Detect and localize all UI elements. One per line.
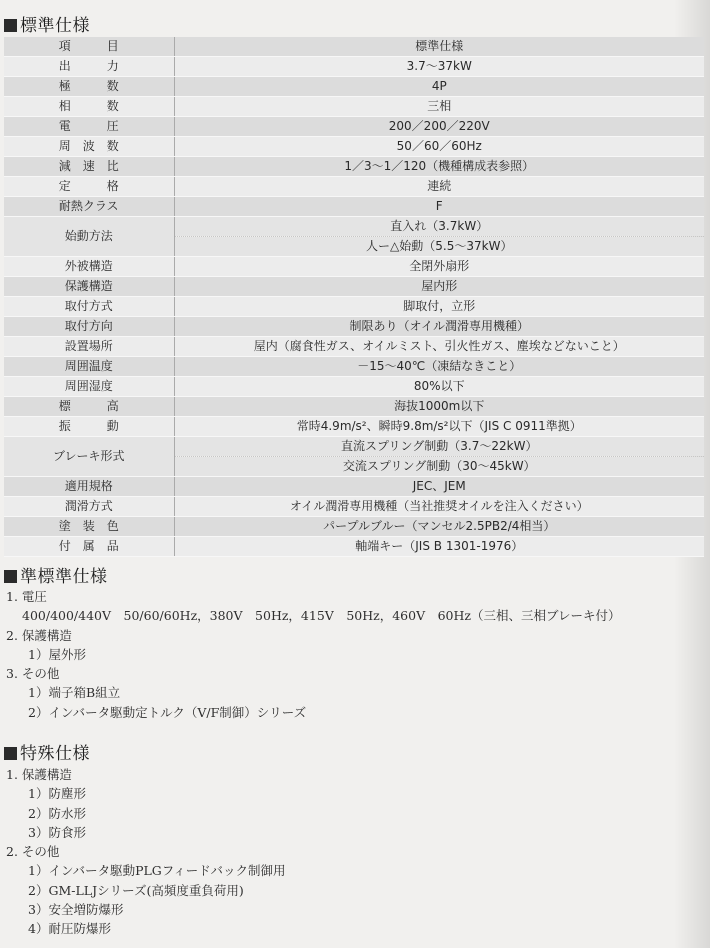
heading-text: 準標準仕様 xyxy=(20,567,108,587)
list-item: 400/400/440V 50/60/60Hz，380V 50Hz，415V 50Hz，460V 60Hz（三相、三相ブレーキ付） xyxy=(22,608,621,624)
section-heading-special xyxy=(4,739,90,764)
spec-value: 200／200／220V xyxy=(174,117,704,137)
section-heading-standard xyxy=(4,11,90,36)
spec-value: JEC、JEM xyxy=(174,477,704,497)
heading-text: 標準仕様 xyxy=(20,16,90,36)
spec-row xyxy=(4,477,704,497)
spec-label: 極 数 xyxy=(4,77,174,97)
list-item: 3. その他 xyxy=(6,666,60,682)
spec-row xyxy=(4,197,704,217)
spec-label: 相 数 xyxy=(4,97,174,117)
spec-value: 屋内（腐食性ガス、オイルミスト、引火性ガス、塵埃などないこと） xyxy=(174,337,704,357)
spec-label: 減 速 比 xyxy=(4,157,174,177)
heading-text: 特殊仕様 xyxy=(20,744,90,764)
spec-label: 振 動 xyxy=(4,417,174,437)
spec-value: 軸端キー（JIS B 1301-1976） xyxy=(174,537,704,557)
square-bullet-icon xyxy=(4,747,17,760)
spec-label: 周 波 数 xyxy=(4,137,174,157)
spec-row xyxy=(4,297,704,317)
spec-value: オイル潤滑専用機種（当社推奨オイルを注入ください） xyxy=(174,497,704,517)
spec-row xyxy=(4,157,704,177)
spec-row xyxy=(4,117,704,137)
spec-row xyxy=(4,417,704,437)
spec-row xyxy=(4,317,704,337)
spec-row xyxy=(4,497,704,517)
spec-label: 項 目 xyxy=(4,37,174,57)
spec-value: 50／60／60Hz xyxy=(174,137,704,157)
list-item: 4）耐圧防爆形 xyxy=(28,921,111,937)
spec-label: 周囲温度 xyxy=(4,357,174,377)
list-item: 1）防塵形 xyxy=(28,786,86,802)
spec-row xyxy=(4,357,704,377)
spec-label: 取付方向 xyxy=(4,317,174,337)
spec-value: 3.7～37kW xyxy=(174,57,704,77)
spec-value: 三相 xyxy=(174,97,704,117)
spec-value: F xyxy=(174,197,704,217)
spec-label: 外被構造 xyxy=(4,257,174,277)
spec-row xyxy=(4,217,704,237)
spec-row xyxy=(4,97,704,117)
spec-label: 耐熱クラス xyxy=(4,197,174,217)
spec-row xyxy=(4,377,704,397)
spec-label: 電 圧 xyxy=(4,117,174,137)
spec-label: 保護構造 xyxy=(4,277,174,297)
list-item: 3）安全増防爆形 xyxy=(28,902,124,918)
spec-row xyxy=(4,277,704,297)
spec-value: 4P xyxy=(174,77,704,97)
spec-value: 連続 xyxy=(174,177,704,197)
spec-value: 標準仕様 xyxy=(174,37,704,57)
spec-label: 塗 装 色 xyxy=(4,517,174,537)
standard-spec-table xyxy=(4,37,704,557)
spec-value: 直入れ（3.7kW） xyxy=(174,217,704,237)
list-item: 2. その他 xyxy=(6,844,60,860)
spec-value: 屋内形 xyxy=(174,277,704,297)
spec-value: －15～40℃（凍結なきこと） xyxy=(174,357,704,377)
spec-label: ブレーキ形式 xyxy=(4,437,174,477)
list-item: 2. 保護構造 xyxy=(6,627,72,643)
section-heading-semi-standard xyxy=(4,562,108,587)
spec-row xyxy=(4,257,704,277)
spec-label: 潤滑方式 xyxy=(4,497,174,517)
spec-row xyxy=(4,37,704,57)
list-item: 1）屋外形 xyxy=(28,646,86,662)
spec-value: 常時4.9m/s²、瞬時9.8m/s²以下（JIS C 0911準拠） xyxy=(174,417,704,437)
semi-standard-list xyxy=(6,587,696,722)
spec-row xyxy=(4,517,704,537)
spec-row xyxy=(4,537,704,557)
list-item: 1. 保護構造 xyxy=(6,767,72,782)
spec-label: 取付方式 xyxy=(4,297,174,317)
square-bullet-icon xyxy=(4,570,17,583)
spec-label: 始動方法 xyxy=(4,217,174,257)
spec-value: 直流スプリング制動（3.7～22kW） xyxy=(174,437,704,457)
spec-value: 海抜1000m以下 xyxy=(174,397,704,417)
spec-row xyxy=(4,137,704,157)
list-item: 1）端子箱B組立 xyxy=(28,685,121,701)
spec-value: 1／3～1／120（機種構成表参照） xyxy=(174,157,704,177)
square-bullet-icon xyxy=(4,19,17,32)
spec-row xyxy=(4,77,704,97)
spec-value: 全閉外扇形 xyxy=(174,257,704,277)
spec-label: 出 力 xyxy=(4,57,174,77)
list-item: 3）防食形 xyxy=(28,824,86,840)
spec-label: 周囲湿度 xyxy=(4,377,174,397)
list-item: 2）GM-LLJシリーズ(高頻度重負荷用) xyxy=(28,882,244,898)
spec-value: パープルブルー（マンセル2.5PB2/4相当） xyxy=(174,517,704,537)
spec-row xyxy=(4,437,704,457)
list-item: 1）インバータ駆動PLGフィードバック制御用 xyxy=(28,863,286,879)
spec-value: 80%以下 xyxy=(174,377,704,397)
list-item: 1. 電圧 xyxy=(6,589,47,604)
spec-label: 標 高 xyxy=(4,397,174,417)
spec-row xyxy=(4,177,704,197)
spec-value: 制限あり（オイル潤滑専用機種） xyxy=(174,317,704,337)
list-item: 2）インバータ駆動定トルク（V/F制御）シリーズ xyxy=(28,704,307,720)
spec-value: 脚取付，立形 xyxy=(174,297,704,317)
spec-row xyxy=(4,57,704,77)
spec-label: 定 格 xyxy=(4,177,174,197)
spec-label: 付 属 品 xyxy=(4,537,174,557)
spec-value: 人ー△始動（5.5～37kW） xyxy=(174,237,704,257)
special-spec-list xyxy=(6,765,696,939)
spec-value: 交流スプリング制動（30～45kW） xyxy=(174,457,704,477)
spec-row xyxy=(4,337,704,357)
spec-row xyxy=(4,397,704,417)
spec-label: 適用規格 xyxy=(4,477,174,497)
spec-label: 設置場所 xyxy=(4,337,174,357)
list-item: 2）防水形 xyxy=(28,805,86,821)
